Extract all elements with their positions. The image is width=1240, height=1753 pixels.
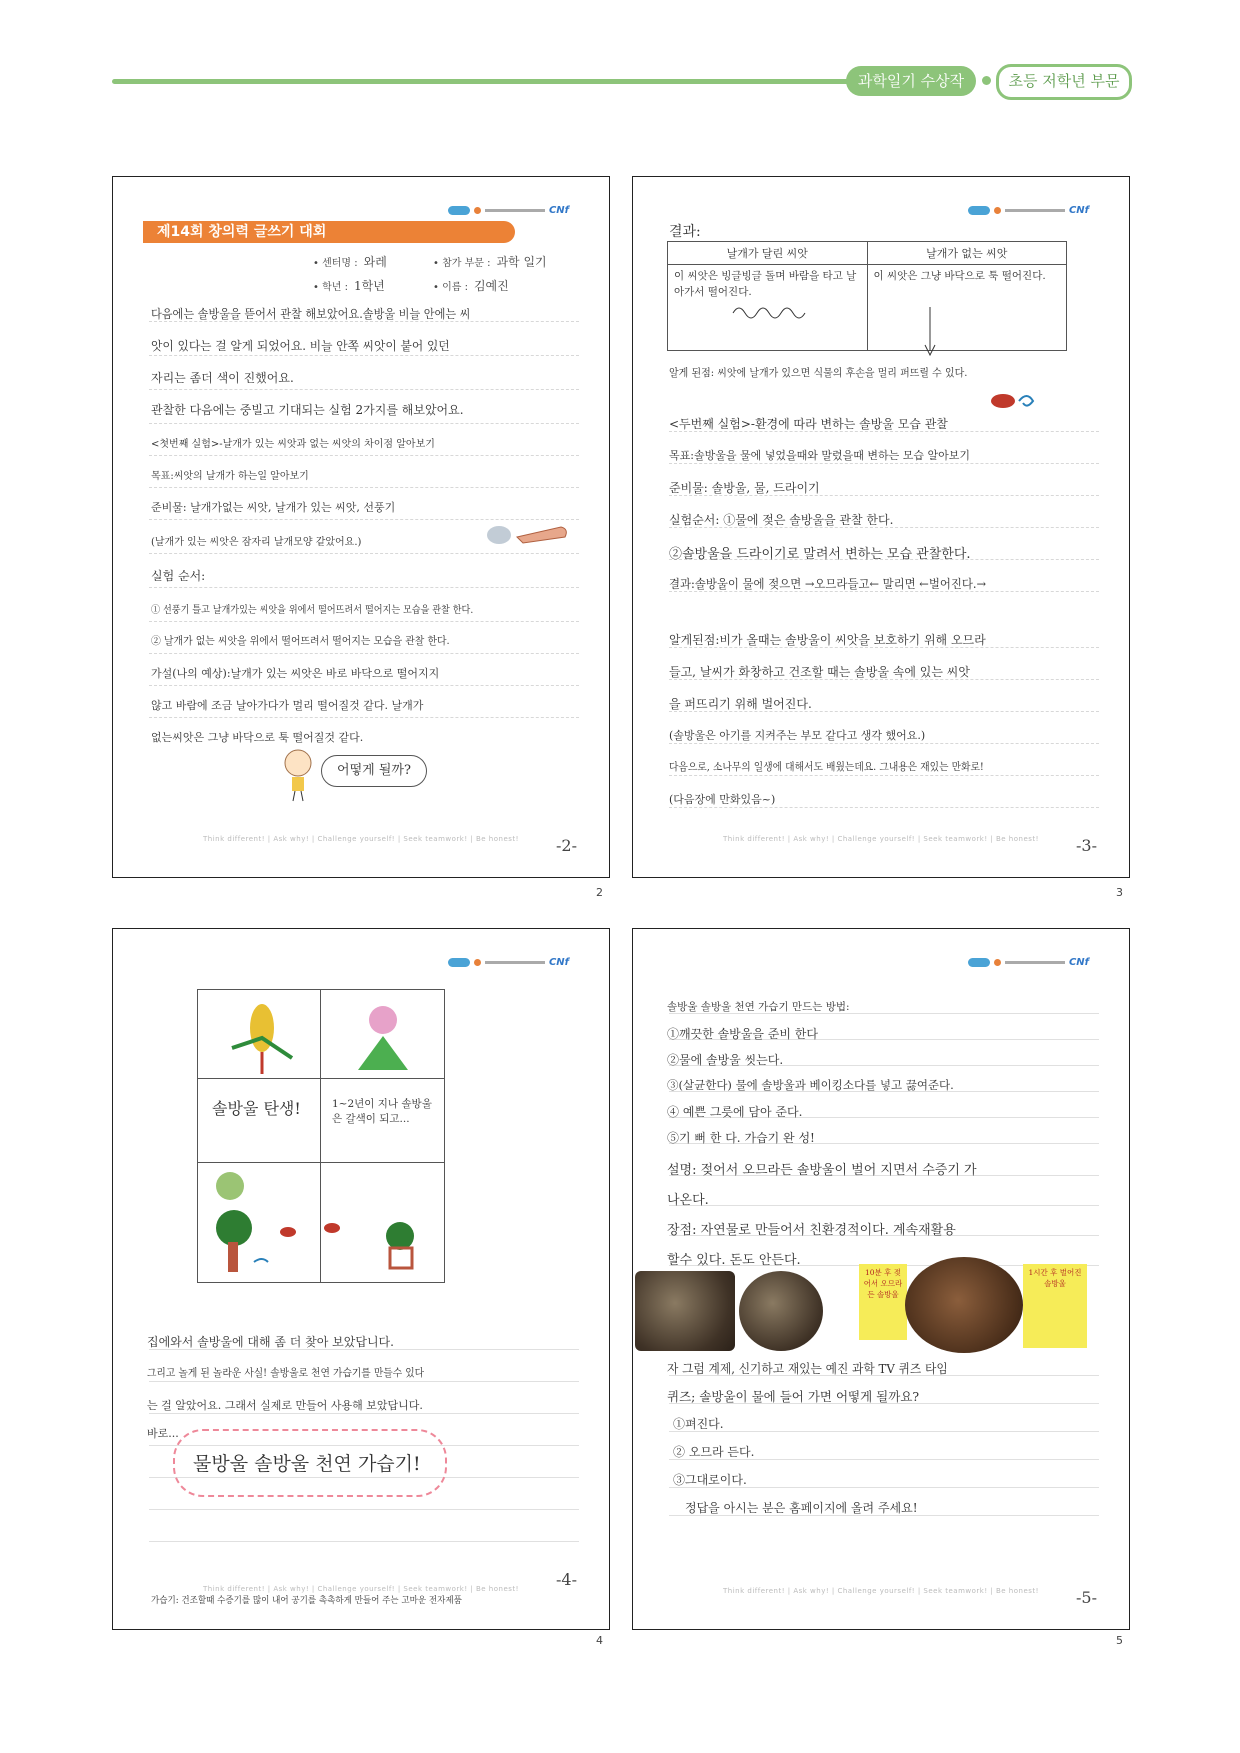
sticky-note: 1시간 후 벌어진 솔방울 <box>1023 1264 1087 1348</box>
page-number: 5 <box>1116 1634 1123 1647</box>
center-field: • 센터명 : 와레 <box>313 255 387 269</box>
handwritten-line: 정답을 아시는 분은 홈페이지에 올려 주세요! <box>685 1501 918 1515</box>
handwritten-line: 는 걸 알았어요. 그래서 실제로 만들어 사용해 보았답니다. <box>147 1399 423 1412</box>
sticky-note: 10분 후 젖어서 오므라든 솔방울 <box>859 1264 907 1340</box>
open-pinecones-photo <box>905 1257 1023 1353</box>
thought-bubble: 어떻게 될까? <box>321 755 427 787</box>
handwritten-line: 실험순서: ①물에 젖은 솔방울을 관찰 한다. <box>669 513 894 527</box>
handwritten-line: ③(살균한다) 물에 솔방울과 베이킹소다를 넣고 끓여준다. <box>667 1078 954 1092</box>
page-number: 2 <box>596 886 603 899</box>
handwritten-line: ①깨끗한 솔방울을 준비 한다 <box>667 1027 818 1041</box>
cloud-title: 물방울 솔방울 천연 가습기! <box>193 1453 421 1475</box>
spiral-doodle <box>729 299 809 325</box>
handwritten-line: 장점: 자연물로 만들어서 친환경적이다. 계속재활용 <box>667 1223 956 1238</box>
handwritten-line: (날개가 있는 씨앗은 잠자리 날개모양 같았어요.) <box>151 537 362 548</box>
handwritten-line: 다음으로, 소나무의 일생에 대해서도 배웠는데요. 그내용은 재있는 만화로! <box>669 761 984 773</box>
section-field: • 참가 부문 : 과학 일기 <box>433 255 547 269</box>
handwritten-line: 준비물: 솔방울, 물, 드라이기 <box>669 481 820 495</box>
handwritten-line: ① 선풍기 틀고 날개가있는 씨앗을 위에서 떨어뜨려서 떨어지는 모습을 관찰 한다. <box>151 605 474 616</box>
child-figure-icon <box>273 747 323 803</box>
handwritten-line: 결과:솔방울이 물에 젖으면 →오므라들고← 말리면 ←벌어진다.→ <box>669 577 987 591</box>
handwritten-line: 없는씨앗은 그냥 바닥으로 툭 떨어질것 같다. <box>151 731 364 744</box>
handwritten-line: 자 그럼 계제, 신기하고 재있는 예진 과학 TV 퀴즈 타임 <box>667 1361 948 1376</box>
handwritten-line: ②솔방울을 드라이기로 말려서 변하는 모습 관찰한다. <box>669 547 971 562</box>
page-3 <box>632 176 1130 878</box>
table-header: 날개가 달린 씨앗 <box>668 242 868 265</box>
down-arrow-icon <box>923 307 937 357</box>
page-mark: -5- <box>1076 1588 1097 1607</box>
handwritten-line: 집에와서 솔방울에 대해 좀 더 찾아 보았답니다. <box>147 1335 394 1349</box>
handwritten-line: <첫번째 실험>-날개가 있는 씨앗과 없는 씨앗의 차이점 알아보기 <box>151 439 435 450</box>
name-field: • 이름 : 김예진 <box>433 279 509 293</box>
handwritten-line: ②물에 솔방울 씻는다. <box>667 1053 784 1067</box>
handwritten-line: 설명: 젖어서 오므라든 솔방울이 벌어 지면서 수증기 가 <box>667 1163 977 1178</box>
flower-character-drawing <box>348 1000 418 1074</box>
cnf-logo: CNf <box>448 203 569 217</box>
page-number: 4 <box>596 1634 603 1647</box>
handwritten-line: 퀴즈; 솔방울이 물에 들어 가면 어떻게 될까요? <box>667 1389 920 1404</box>
table-cell: 이 씨앗은 그냥 바닥으로 툭 떨어진다. <box>867 265 1067 351</box>
handwritten-line: ③그대로이다. <box>673 1473 747 1487</box>
page-footer: Think different! | Ask why! | Challenge yourself! | Seek teamwork! | Be honest! <box>723 835 1039 843</box>
table-header: 날개가 없는 씨앗 <box>867 242 1067 265</box>
handwritten-line: ⑤기 뻐 한 다. 가습기 완 성! <box>667 1131 815 1145</box>
handwritten-line: 알게 된점: 씨앗에 날개가 있으면 식물의 후손을 멀리 퍼뜨릴 수 있다. <box>669 367 968 379</box>
tree-seeds-drawing <box>204 1168 438 1276</box>
result-label: 결과: <box>669 224 701 240</box>
handwritten-line: 바로... <box>147 1427 179 1440</box>
page-footer: Think different! | Ask why! | Challenge yourself! | Seek teamwork! | Be honest! <box>203 1585 519 1593</box>
handwritten-line: ①펴진다. <box>673 1417 724 1431</box>
award-label: 과학일기 수상작 <box>846 66 976 96</box>
pine-flower-drawing <box>222 998 302 1074</box>
handwritten-line: 그리고 놀게 된 놀라운 사실! 솔방울로 천연 가습기를 만들수 있다 <box>147 1367 425 1379</box>
handwritten-line: 자리는 좀더 색이 진했어요. <box>151 371 294 385</box>
handwritten-line: 목표:솔방울을 물에 넣었을때와 말렸을때 변하는 모습 알아보기 <box>669 449 970 462</box>
handwritten-line: 할수 있다. 돈도 안든다. <box>667 1253 801 1268</box>
header-dot <box>982 76 991 85</box>
handwritten-line: 앗이 있다는 걸 알게 되었어요. 비늘 안쪽 씨앗이 붙어 있던 <box>151 339 450 353</box>
result-table <box>667 241 1067 351</box>
page-mark: -3- <box>1076 836 1097 855</box>
cnf-logo: CNf <box>968 203 1089 217</box>
handwritten-line: ② 오므라 든다. <box>673 1445 755 1459</box>
handwritten-line: <두번째 실험>-환경에 따라 변하는 솔방울 모습 관찰 <box>669 417 948 431</box>
handwritten-line: 알게된점:비가 올때는 솔방울이 씨앗을 보호하기 위해 오므라 <box>669 633 986 647</box>
handwritten-line: 관찰한 다음에는 중빌고 기대되는 실험 2가지를 해보았어요. <box>151 403 464 417</box>
handwritten-line: 실험 순서: <box>151 569 206 583</box>
comic-drawing <box>197 989 445 1283</box>
cnf-logo: CNf <box>968 955 1089 969</box>
seed-doodle <box>989 389 1045 413</box>
page-footer: Think different! | Ask why! | Challenge yourself! | Seek teamwork! | Be honest! <box>203 835 519 843</box>
table-cell: 이 씨앗은 빙글빙글 돌며 바람을 타고 날아가서 떨어진다. <box>668 265 868 351</box>
handwritten-line: 준비물: 날개가없는 씨앗, 날개가 있는 씨앗, 선풍기 <box>151 501 396 514</box>
handwritten-line: 다음에는 솔방울을 뜯어서 관찰 해보았어요.솔방울 비늘 안에는 씨 <box>151 307 471 321</box>
page-number: 3 <box>1116 886 1123 899</box>
handwritten-line: 을 퍼뜨리기 위해 벌어진다. <box>669 697 812 711</box>
page-4 <box>112 928 610 1630</box>
handwritten-line: (솔방울은 아기를 지켜주는 부모 같다고 생각 했어요.) <box>669 729 926 742</box>
title-cloud <box>173 1429 447 1497</box>
category-label: 초등 저학년 부문 <box>996 64 1132 100</box>
handwritten-line: 않고 바람에 조금 날아가다가 멀리 떨어질것 같다. 날개가 <box>151 699 424 712</box>
grade-field: • 학년 : 1학년 <box>313 279 385 293</box>
handwritten-line: 솔방울 솔방울 천연 가습기 만드는 방법: <box>667 1001 850 1013</box>
footnote: 가습기: 건조할때 수증기를 많이 내어 공기를 촉촉하게 만들어 주는 고마운 전자제품 <box>151 1596 462 1606</box>
wet-pinecones-photo <box>739 1271 823 1351</box>
header-rule <box>112 79 852 84</box>
cnf-logo: CNf <box>448 955 569 969</box>
page-mark: -2- <box>556 836 577 855</box>
child-photo <box>635 1271 735 1351</box>
comic-caption: 솔방울 탄생! <box>212 1099 301 1118</box>
page-5 <box>632 928 1130 1630</box>
comic-caption: 1~2년이 지나 솔방울은 갈색이 되고... <box>332 1098 432 1125</box>
page-mark: -4- <box>556 1570 577 1589</box>
handwritten-line: 나온다. <box>667 1193 709 1208</box>
seed-fan-drawing <box>483 517 573 553</box>
page-2 <box>112 176 610 878</box>
handwritten-line: ④ 예쁜 그릇에 담아 준다. <box>667 1105 803 1119</box>
handwritten-line: 목표:씨앗의 날개가 하는일 알아보기 <box>151 471 309 482</box>
handwritten-line: (다음장에 만화있음~) <box>669 793 776 806</box>
handwritten-line: 가설(나의 예상):날개가 있는 씨앗은 바로 바닥으로 떨어지지 <box>151 667 440 680</box>
handwritten-line: ② 날개가 없는 씨앗을 위에서 떨어뜨려서 떨어지는 모습을 관찰 한다. <box>151 635 450 647</box>
page-footer: Think different! | Ask why! | Challenge yourself! | Seek teamwork! | Be honest! <box>723 1587 1039 1595</box>
contest-banner: 제14회 창의력 글쓰기 대회 <box>143 221 515 243</box>
handwritten-line: 들고, 날씨가 화창하고 건조할 때는 솔방울 속에 있는 씨앗 <box>669 665 970 679</box>
